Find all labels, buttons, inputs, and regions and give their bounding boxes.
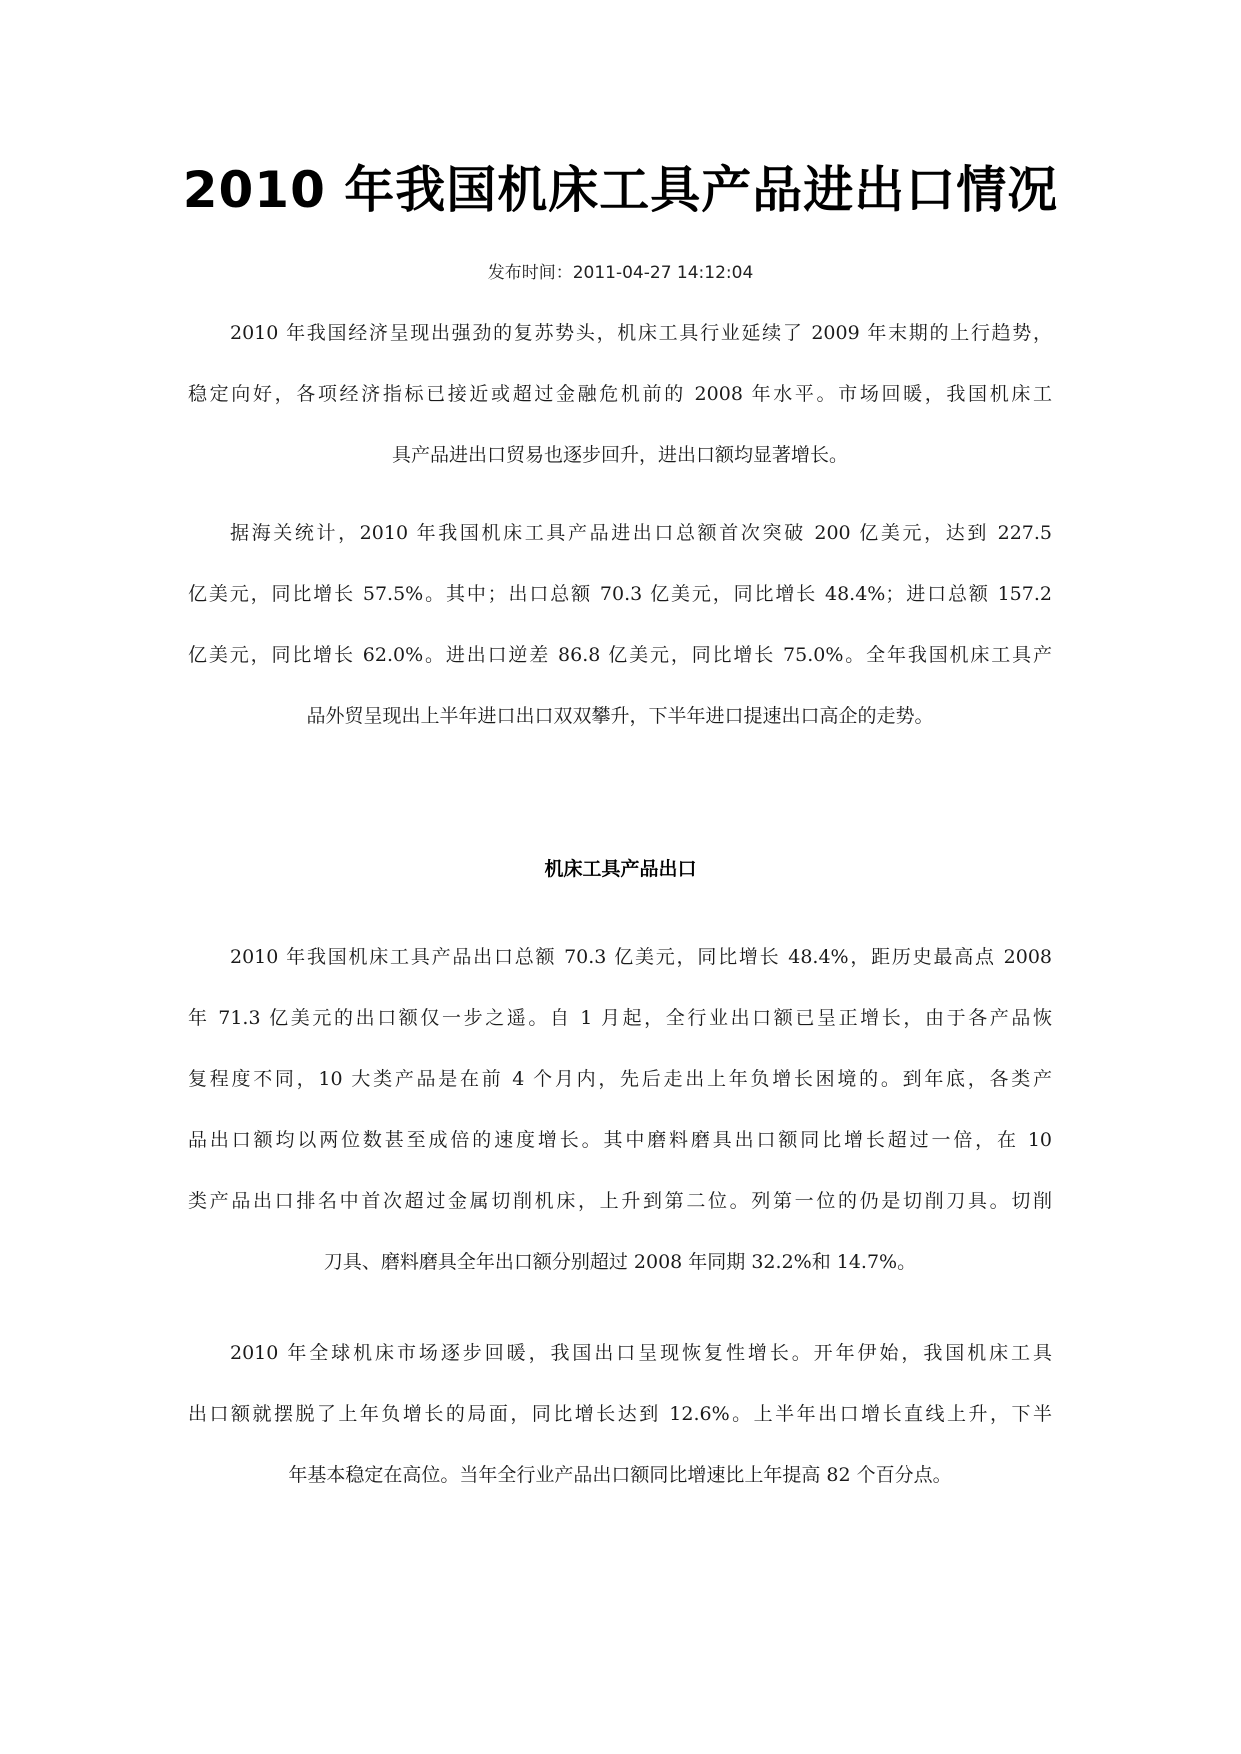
paragraph-line: 亿美元，同比增长 62.0%。进出口逆差 86.8 亿美元，同比增长 75.0%。全年我国机床工具产 xyxy=(188,644,1052,666)
section-heading: 机床工具产品出口 xyxy=(544,858,697,880)
page-title: 2010 年我国机床工具产品进出口情况 xyxy=(182,161,1059,219)
paragraph-line: 出口额就摆脱了上年负增长的局面，同比增长达到 12.6%。上半年出口增长直线上升，下半 xyxy=(188,1403,1052,1425)
paragraph-line: 稳定向好，各项经济指标已接近或超过金融危机前的 2008 年水平。市场回暖，我国机床工 xyxy=(188,383,1052,405)
paragraph-line: 复程度不同，10 大类产品是在前 4 个月内，先后走出上年负增长困境的。到年底，各类产 xyxy=(188,1068,1052,1090)
paragraph-line: 品外贸呈现出上半年进口出口双双攀升，下半年进口提速出口高企的走势。 xyxy=(306,705,934,727)
paragraph-global-market xyxy=(188,1323,1052,1506)
paragraph-line: 类产品出口排名中首次超过金属切削机床，上升到第二位。列第一位的仍是切削刀具。切削 xyxy=(188,1190,1052,1212)
paragraph-line: 年 71.3 亿美元的出口额仅一步之遥。自 1 月起，全行业出口额已呈正增长，由于各产品恢 xyxy=(188,1007,1052,1029)
paragraph-line: 年基本稳定在高位。当年全行业产品出口额同比增速比上年提高 82 个百分点。 xyxy=(288,1464,952,1486)
paragraph-line: 2010 年我国经济呈现出强劲的复苏势头，机床工具行业延续了 2009 年末期的上行趋势， xyxy=(230,322,1052,344)
paragraph-line: 刀具、磨料磨具全年出口额分别超过 2008 年同期 32.2%和 14.7%。 xyxy=(323,1251,917,1273)
paragraph-export-overview xyxy=(188,927,1052,1293)
paragraph-intro xyxy=(188,303,1052,486)
paragraph-line: 亿美元，同比增长 57.5%。其中；出口总额 70.3 亿美元，同比增长 48.4%；进口总额 157.2 xyxy=(188,583,1052,605)
paragraph-line: 据海关统计，2010 年我国机床工具产品进出口总额首次突破 200 亿美元，达到 227.5 xyxy=(230,522,1052,544)
paragraph-line: 具产品进出口贸易也逐步回升，进出口额均显著增长。 xyxy=(391,444,848,466)
publish-time-label: 发布时间： xyxy=(487,263,573,283)
paragraph-line: 2010 年全球机床市场逐步回暖，我国出口呈现恢复性增长。开年伊始，我国机床工具 xyxy=(230,1342,1052,1364)
publish-time xyxy=(0,258,1241,283)
paragraph-line: 品出口额均以两位数甚至成倍的速度增长。其中磨料磨具出口额同比增长超过一倍，在 10 xyxy=(188,1129,1052,1151)
paragraph-customs-statistics xyxy=(188,503,1052,747)
publish-time-value: 2011-04-27 14:12:04 xyxy=(572,263,754,283)
paragraph-line: 2010 年我国机床工具产品出口总额 70.3 亿美元，同比增长 48.4%，距历史最高点 2008 xyxy=(230,946,1052,968)
